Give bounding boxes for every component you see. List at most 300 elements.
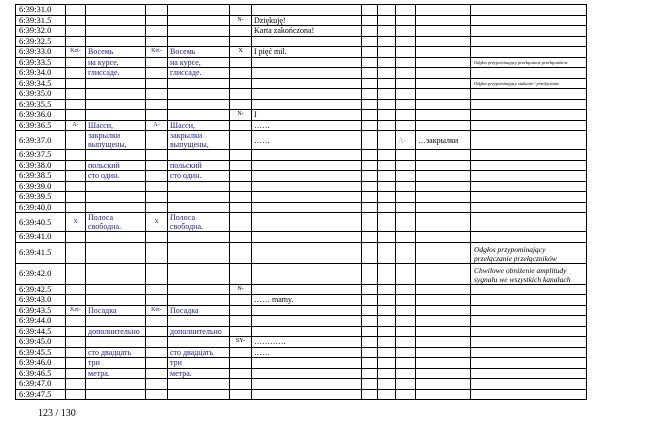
table-row	[16, 26, 587, 37]
cell	[471, 326, 587, 337]
cell: Ket-	[146, 305, 168, 316]
cell	[146, 36, 168, 47]
cell	[168, 5, 230, 16]
cell	[66, 68, 86, 79]
cell	[86, 316, 146, 327]
cell	[230, 57, 252, 68]
cell	[471, 5, 587, 16]
cell	[230, 192, 252, 203]
cell	[416, 99, 471, 110]
cell	[396, 89, 416, 100]
cell	[362, 192, 378, 203]
cell	[416, 192, 471, 203]
cell	[362, 68, 378, 79]
cell	[396, 368, 416, 379]
time-cell: 6:39:36.5	[16, 120, 66, 131]
cell	[146, 131, 168, 150]
cell	[378, 326, 396, 337]
cell	[86, 78, 146, 89]
cell	[66, 110, 86, 121]
cell: I pięć mil.	[252, 47, 362, 58]
cell	[378, 68, 396, 79]
table-row	[16, 47, 587, 58]
cell	[378, 99, 396, 110]
cell: X	[146, 213, 168, 232]
cell	[416, 36, 471, 47]
cell	[416, 316, 471, 327]
cell	[362, 78, 378, 89]
time-cell: 6:39:37.5	[16, 150, 66, 161]
cell	[378, 379, 396, 390]
table-row	[16, 368, 587, 379]
cell: сто один.	[168, 171, 230, 182]
cell	[378, 181, 396, 192]
cell	[252, 57, 362, 68]
cell	[146, 368, 168, 379]
cell: Восемь	[168, 47, 230, 58]
cell: Восемь	[86, 47, 146, 58]
cell	[396, 78, 416, 89]
table-row	[16, 78, 587, 89]
cell	[471, 171, 587, 182]
cell	[471, 368, 587, 379]
cell	[66, 99, 86, 110]
cell	[396, 316, 416, 327]
time-cell: 6:39:42.5	[16, 284, 66, 295]
cell	[66, 78, 86, 89]
cell: дополнительно	[86, 326, 146, 337]
cell	[168, 316, 230, 327]
time-cell: 6:39:47.5	[16, 389, 66, 400]
cell	[378, 57, 396, 68]
cell	[378, 389, 396, 400]
cell	[66, 171, 86, 182]
cell	[471, 202, 587, 213]
cell	[86, 232, 146, 243]
cell	[378, 150, 396, 161]
cell	[362, 5, 378, 16]
cell	[86, 99, 146, 110]
cell	[362, 263, 378, 284]
cell	[378, 15, 396, 26]
cell: дополнительно	[168, 326, 230, 337]
cell	[252, 68, 362, 79]
table-row	[16, 379, 587, 390]
cell	[471, 358, 587, 369]
cell	[168, 263, 230, 284]
time-cell: 6:39:40.5	[16, 213, 66, 232]
cell	[146, 150, 168, 161]
cell	[416, 150, 471, 161]
cell	[471, 68, 587, 79]
table-row	[16, 160, 587, 171]
cell: X	[230, 47, 252, 58]
cell	[471, 316, 587, 327]
cell	[66, 379, 86, 390]
table-row	[16, 232, 587, 243]
cell: Шасси,	[86, 120, 146, 131]
cell	[378, 232, 396, 243]
table-row	[16, 213, 587, 232]
cell	[362, 26, 378, 37]
cell	[416, 295, 471, 306]
cell	[230, 150, 252, 161]
time-cell: 6:39:31.0	[16, 5, 66, 16]
cell	[66, 295, 86, 306]
time-cell: 6:39:31.5	[16, 15, 66, 26]
cell	[362, 305, 378, 316]
cell	[86, 263, 146, 284]
cell	[66, 131, 86, 150]
cell: N-	[230, 284, 252, 295]
time-cell: 6:39:39.0	[16, 181, 66, 192]
cell	[66, 181, 86, 192]
cell	[396, 379, 416, 390]
cell: на курсе,	[168, 57, 230, 68]
cell	[146, 110, 168, 121]
cell	[416, 57, 471, 68]
cell: Полоса свободна.	[168, 213, 230, 232]
cell	[416, 232, 471, 243]
cell	[230, 368, 252, 379]
cell	[416, 337, 471, 348]
cell	[416, 284, 471, 295]
cell	[252, 150, 362, 161]
cell	[230, 305, 252, 316]
cell	[230, 181, 252, 192]
cell	[66, 15, 86, 26]
cell	[86, 337, 146, 348]
cell	[230, 89, 252, 100]
cell	[168, 337, 230, 348]
cell	[396, 263, 416, 284]
cell: Odgłos przypominający przełączanie przełączników	[471, 242, 587, 263]
cell	[168, 202, 230, 213]
cell: N-	[230, 15, 252, 26]
cell	[416, 389, 471, 400]
cell	[471, 295, 587, 306]
cell	[66, 358, 86, 369]
table-row	[16, 57, 587, 68]
cell	[396, 202, 416, 213]
cell	[471, 131, 587, 150]
cell	[66, 150, 86, 161]
cell	[362, 284, 378, 295]
cell	[66, 316, 86, 327]
cell	[378, 160, 396, 171]
cell	[86, 242, 146, 263]
cell: …… mamy.	[252, 295, 362, 306]
cell	[416, 110, 471, 121]
time-cell: 6:39:43.0	[16, 295, 66, 306]
cell	[416, 213, 471, 232]
cell	[252, 171, 362, 182]
cell	[230, 202, 252, 213]
cell	[396, 15, 416, 26]
cell	[396, 295, 416, 306]
cell: A-	[396, 131, 416, 150]
cell	[146, 57, 168, 68]
cell	[252, 89, 362, 100]
cell	[66, 263, 86, 284]
cell	[66, 192, 86, 203]
cell: Посадка	[86, 305, 146, 316]
cell	[168, 295, 230, 306]
cell: сто двадцать	[168, 347, 230, 358]
time-cell: 6:39:38.0	[16, 160, 66, 171]
cell	[362, 379, 378, 390]
cell	[416, 181, 471, 192]
cell	[252, 379, 362, 390]
cell	[471, 99, 587, 110]
cell: …закрылки	[416, 131, 471, 150]
cell	[66, 326, 86, 337]
cell	[252, 181, 362, 192]
cell	[230, 68, 252, 79]
cell	[471, 26, 587, 37]
cell	[416, 305, 471, 316]
cell	[230, 295, 252, 306]
time-cell: 6:39:34.0	[16, 68, 66, 79]
page-number: 123 / 130	[38, 408, 76, 419]
cell	[396, 213, 416, 232]
cell	[86, 379, 146, 390]
cell	[378, 120, 396, 131]
cell	[230, 358, 252, 369]
cell	[396, 358, 416, 369]
time-cell: 6:39:35.5	[16, 99, 66, 110]
cell: Ket-	[66, 47, 86, 58]
cell	[362, 368, 378, 379]
cell	[230, 263, 252, 284]
cell	[396, 192, 416, 203]
table-row	[16, 337, 587, 348]
cell	[66, 160, 86, 171]
cell	[396, 389, 416, 400]
cell	[416, 263, 471, 284]
cell: I	[252, 110, 362, 121]
cell	[146, 284, 168, 295]
cell	[146, 15, 168, 26]
cell: N-	[230, 110, 252, 121]
time-cell: 6:39:40.0	[16, 202, 66, 213]
time-cell: 6:39:38.5	[16, 171, 66, 182]
cell	[396, 5, 416, 16]
cell	[168, 150, 230, 161]
table-row	[16, 295, 587, 306]
cell: закрылки выпущены,	[86, 131, 146, 150]
time-cell: 6:39:43.5	[16, 305, 66, 316]
cell	[252, 78, 362, 89]
cell	[230, 120, 252, 131]
table-row	[16, 150, 587, 161]
cell	[396, 150, 416, 161]
cell: закрылки выпущены,	[168, 131, 230, 150]
cell	[416, 379, 471, 390]
cell: Шасси,	[168, 120, 230, 131]
time-cell: 6:39:33.5	[16, 57, 66, 68]
cell	[416, 160, 471, 171]
transcript-table	[15, 4, 587, 400]
cell	[146, 379, 168, 390]
cell	[168, 15, 230, 26]
cell: …………	[252, 337, 362, 348]
cell	[416, 120, 471, 131]
cell	[378, 368, 396, 379]
cell	[396, 68, 416, 79]
cell	[471, 89, 587, 100]
cell	[416, 326, 471, 337]
cell	[471, 15, 587, 26]
cell	[362, 15, 378, 26]
table-row	[16, 389, 587, 400]
cell	[396, 242, 416, 263]
cell	[168, 192, 230, 203]
cell	[378, 242, 396, 263]
cell	[362, 160, 378, 171]
cell	[168, 389, 230, 400]
cell	[396, 47, 416, 58]
cell	[471, 181, 587, 192]
cell	[230, 99, 252, 110]
cell	[362, 120, 378, 131]
cell	[362, 389, 378, 400]
cell	[86, 192, 146, 203]
cell	[378, 192, 396, 203]
cell	[396, 305, 416, 316]
table-row	[16, 305, 587, 316]
cell	[416, 78, 471, 89]
cell	[230, 347, 252, 358]
cell	[146, 26, 168, 37]
cell	[471, 120, 587, 131]
cell	[66, 389, 86, 400]
cell	[471, 379, 587, 390]
cell	[396, 337, 416, 348]
cell	[66, 202, 86, 213]
cell: глиссаде.	[86, 68, 146, 79]
time-cell: 6:39:35.0	[16, 89, 66, 100]
cell	[378, 358, 396, 369]
cell: ……	[252, 120, 362, 131]
cell: Полоса свободна.	[86, 213, 146, 232]
cell: польский	[168, 160, 230, 171]
cell	[168, 26, 230, 37]
cell	[66, 57, 86, 68]
cell	[146, 242, 168, 263]
cell	[362, 202, 378, 213]
cell: Karta zakończona!	[252, 26, 362, 37]
cell	[416, 368, 471, 379]
cell	[252, 368, 362, 379]
cell	[362, 213, 378, 232]
time-cell: 6:39:41.5	[16, 242, 66, 263]
cell	[362, 57, 378, 68]
cell	[471, 337, 587, 348]
cell	[378, 263, 396, 284]
cell	[230, 131, 252, 150]
table-row	[16, 326, 587, 337]
cell	[378, 171, 396, 182]
cell	[362, 358, 378, 369]
cell	[168, 242, 230, 263]
cell	[168, 284, 230, 295]
cell	[146, 326, 168, 337]
table-row	[16, 242, 587, 263]
cell: метра.	[168, 368, 230, 379]
cell	[230, 36, 252, 47]
time-cell: 6:39:36.0	[16, 110, 66, 121]
cell	[396, 110, 416, 121]
cell	[378, 213, 396, 232]
cell	[146, 337, 168, 348]
cell	[396, 26, 416, 37]
cell	[86, 89, 146, 100]
table-row	[16, 68, 587, 79]
cell	[146, 99, 168, 110]
cell	[362, 99, 378, 110]
cell	[230, 316, 252, 327]
cell	[396, 36, 416, 47]
cell	[252, 242, 362, 263]
cell	[416, 202, 471, 213]
time-cell: 6:39:44.5	[16, 326, 66, 337]
cell: Odgłos przypominający przełączanie przełączników	[471, 57, 587, 68]
cell	[378, 347, 396, 358]
cell	[252, 316, 362, 327]
cell	[230, 78, 252, 89]
cell	[230, 242, 252, 263]
cell: SY-	[230, 337, 252, 348]
cell	[416, 358, 471, 369]
cell	[252, 389, 362, 400]
cell	[252, 213, 362, 232]
cell	[66, 232, 86, 243]
cell	[416, 242, 471, 263]
cell	[86, 15, 146, 26]
cell	[362, 150, 378, 161]
cell	[252, 284, 362, 295]
cell	[66, 89, 86, 100]
cell	[66, 337, 86, 348]
time-cell: 6:39:33.0	[16, 47, 66, 58]
cell	[378, 36, 396, 47]
cell	[168, 379, 230, 390]
cell	[230, 326, 252, 337]
cell	[86, 389, 146, 400]
cell	[86, 110, 146, 121]
cell	[86, 202, 146, 213]
cell: Ket-	[146, 47, 168, 58]
cell	[362, 242, 378, 263]
cell	[146, 295, 168, 306]
cell	[362, 337, 378, 348]
time-cell: 6:39:46.0	[16, 358, 66, 369]
cell	[86, 181, 146, 192]
cell	[168, 78, 230, 89]
cell	[66, 242, 86, 263]
cell	[66, 284, 86, 295]
cell	[396, 120, 416, 131]
cell	[146, 358, 168, 369]
cell	[378, 202, 396, 213]
cell	[378, 110, 396, 121]
cell: Odgłos przypominający stukanie / przełączanie	[471, 78, 587, 89]
cell	[362, 110, 378, 121]
cell	[416, 171, 471, 182]
time-cell: 6:39:42.0	[16, 263, 66, 284]
cell	[378, 26, 396, 37]
